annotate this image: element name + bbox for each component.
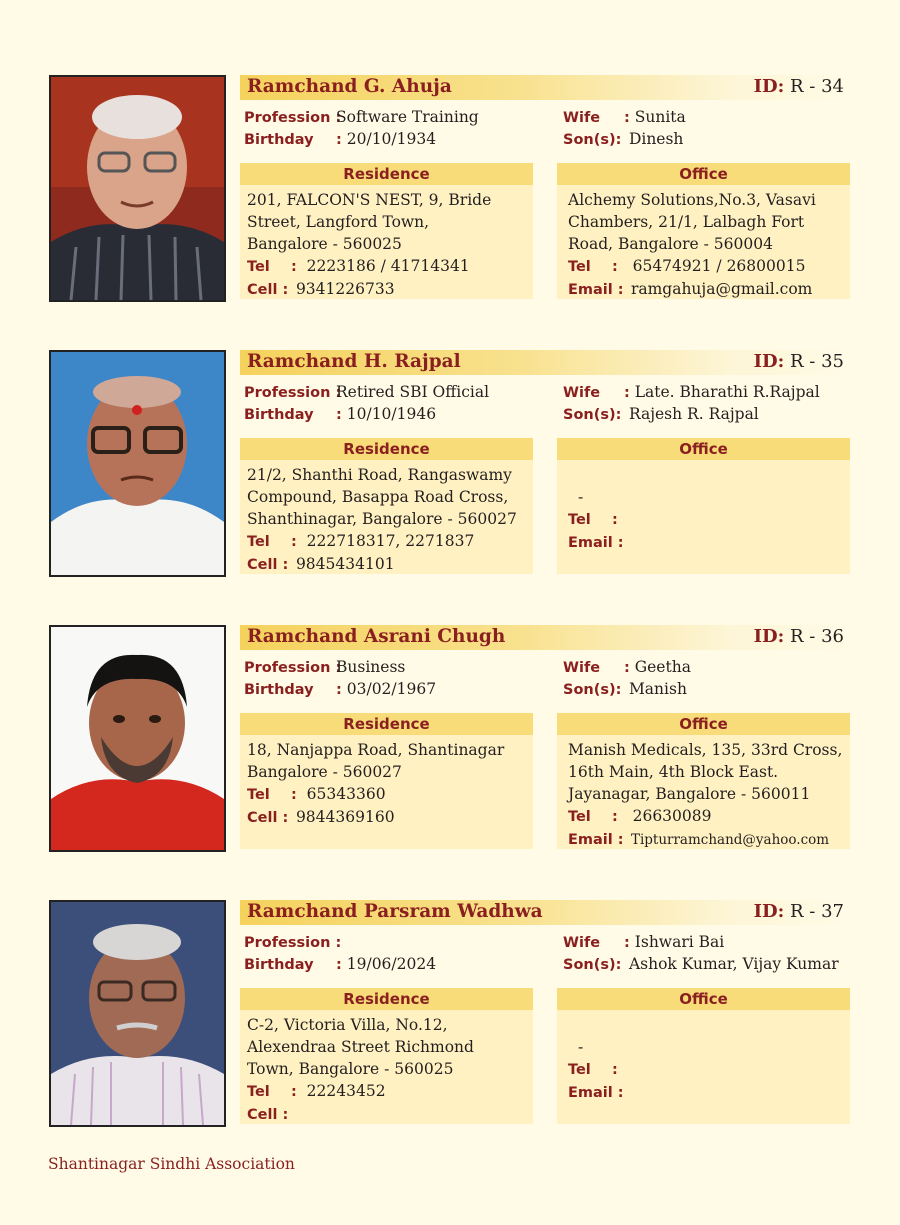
member-id: ID: R - 34 <box>753 76 844 97</box>
birthday-value: 19/06/2024 <box>346 955 437 973</box>
member-name: Ramchand Parsram Wadhwa <box>247 901 543 922</box>
member-card <box>49 625 850 853</box>
member-id: ID: R - 37 <box>753 901 844 922</box>
office-header: Office <box>557 163 850 185</box>
name-bar <box>240 75 850 100</box>
member-name: Ramchand H. Rajpal <box>247 351 461 372</box>
office-email[interactable]: Tipturramchand@yahoo.com <box>630 832 830 848</box>
wife-value: Late. Bharathi R.Rajpal <box>634 383 820 401</box>
family-info: Wife : Ishwari Bai Son(s): Ashok Kumar, Vijay Kumar <box>563 933 839 973</box>
birthday-value: 10/10/1946 <box>346 405 437 423</box>
wife-value: Sunita <box>634 108 686 126</box>
member-photo <box>49 75 226 302</box>
member-card <box>49 900 850 1128</box>
residence-panel: Residence 201, FALCON'S NEST, 9, Bride Street, Langford Town, Bangalore - 560025 Tel : 2223186 / 41714341 Cell : 9341226733 <box>240 163 533 299</box>
name-bar <box>240 900 850 925</box>
residence-panel: Residence 18, Nanjappa Road, Shantinagar Bangalore - 560027 Tel : 65343360 Cell : 9844369160 <box>240 713 533 849</box>
sons-value: Dinesh <box>628 130 684 148</box>
residence-tel: 22243452 <box>306 1082 386 1100</box>
residence-panel: Residence 21/2, Shanthi Road, Rangaswamy Compound, Basappa Road Cross, Shanthinagar, Bangalore - 560027 Tel : 222718317, 2271837 Cell : 9845434101 <box>240 438 533 574</box>
family-info: Wife : Geetha Son(s): Manish <box>563 658 691 698</box>
office-header: Office <box>557 438 850 460</box>
member-photo <box>49 900 226 1127</box>
member-id: ID: R - 35 <box>753 351 844 372</box>
member-card <box>49 350 850 578</box>
personal-info: Profession :Retired SBI Official Birthday : 10/10/1946 <box>244 383 490 423</box>
family-info: Wife : Sunita Son(s): Dinesh <box>563 108 686 148</box>
profession-value: Software Training <box>336 108 479 126</box>
personal-info: Profession :Software Training Birthday : 20/10/1934 <box>244 108 479 148</box>
sons-value: Ashok Kumar, Vijay Kumar <box>628 955 839 973</box>
birthday-value: 20/10/1934 <box>346 130 437 148</box>
residence-tel: 2223186 / 41714341 <box>306 257 470 275</box>
wife-value: Ishwari Bai <box>634 933 725 951</box>
office-address-dash: - <box>578 488 584 506</box>
residence-header: Residence <box>240 438 533 460</box>
office-header: Office <box>557 988 850 1010</box>
residence-header: Residence <box>240 988 533 1010</box>
wife-value: Geetha <box>634 658 691 676</box>
profession-value: Business <box>336 658 406 676</box>
sons-value: Rajesh R. Rajpal <box>628 405 759 423</box>
member-name: Ramchand G. Ahuja <box>247 76 452 97</box>
member-id: ID: R - 36 <box>753 626 844 647</box>
office-panel: Office Alchemy Solutions,No.3, Vasavi Chambers, 21/1, Lalbagh Fort Road, Bangalore - 560004 Tel : 65474921 / 26800015 Email : ramgahuja@gmail.com <box>557 163 850 299</box>
birthday-value: 03/02/1967 <box>346 680 437 698</box>
residence-cell: 9845434101 <box>295 555 395 573</box>
personal-info: Profession : Birthday : 19/06/2024 <box>244 935 437 973</box>
residence-header: Residence <box>240 713 533 735</box>
member-card <box>49 75 850 303</box>
member-photo <box>49 350 226 577</box>
office-address-dash: - <box>578 1038 584 1056</box>
footer-association-name: Shantinagar Sindhi Association <box>48 1155 295 1173</box>
sons-value: Manish <box>628 680 687 698</box>
residence-header: Residence <box>240 163 533 185</box>
name-bar <box>240 625 850 650</box>
office-email[interactable]: ramgahuja@gmail.com <box>630 280 813 298</box>
residence-cell: 9341226733 <box>295 280 395 298</box>
name-bar <box>240 350 850 375</box>
office-panel: Office - Tel : Email : <box>557 988 850 1124</box>
residence-panel: Residence C-2, Victoria Villa, No.12, Alexendraa Street Richmond Town, Bangalore - 560025 Tel : 22243452 Cell : <box>240 988 533 1124</box>
office-header: Office <box>557 713 850 735</box>
personal-info: Profession :Business Birthday : 03/02/1967 <box>244 658 437 698</box>
residence-tel: 222718317, 2271837 <box>306 532 475 550</box>
office-panel: Office - Tel : Email : <box>557 438 850 574</box>
residence-cell: 9844369160 <box>295 808 395 826</box>
residence-tel: 65343360 <box>306 785 386 803</box>
family-info: Wife : Late. Bharathi R.Rajpal Son(s): Rajesh R. Rajpal <box>563 383 820 423</box>
member-photo <box>49 625 226 852</box>
profession-value: Retired SBI Official <box>336 383 490 401</box>
office-tel: 65474921 / 26800015 <box>632 257 806 275</box>
office-panel: Office Manish Medicals, 135, 33rd Cross, 16th Main, 4th Block East. Jayanagar, Bangalore - 560011 Tel : 26630089 Email : Tipturramchand@yahoo.com <box>557 713 850 849</box>
office-tel: 26630089 <box>632 807 712 825</box>
member-name: Ramchand Asrani Chugh <box>247 626 506 647</box>
